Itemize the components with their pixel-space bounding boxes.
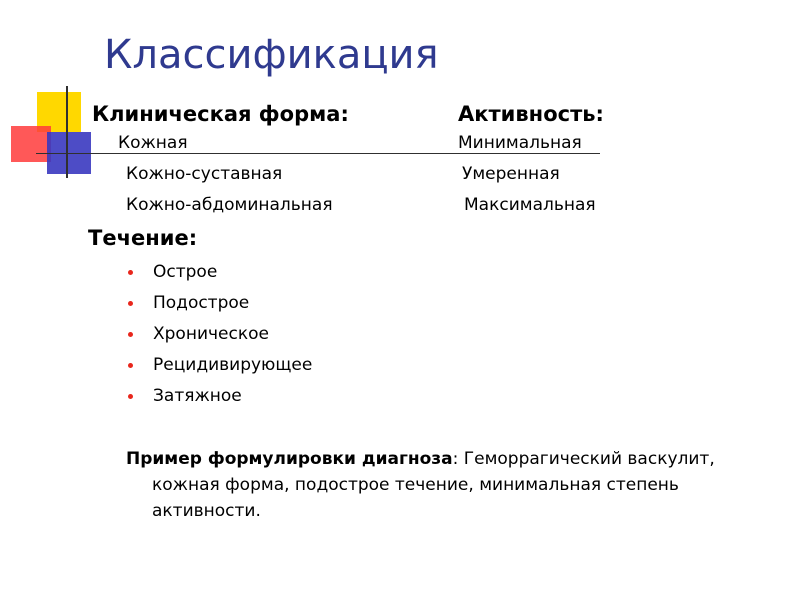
- list-item: [128, 320, 312, 351]
- course-item-label: Острое: [153, 262, 218, 282]
- diagnosis-example-text: : Геморрагический васкулит, кожная форма, подострое течение, минимальная степень активности.: [152, 449, 715, 521]
- course-list: [128, 258, 312, 413]
- bullet-dot-icon: [128, 394, 133, 399]
- bullet-dot-icon: [128, 301, 133, 306]
- course-item-label: Затяжное: [153, 386, 242, 406]
- decor-vertical-line: [66, 86, 68, 178]
- decor-red-square: [11, 126, 51, 162]
- decor-horizontal-line: [36, 153, 600, 154]
- course-item-label: Подострое: [153, 293, 250, 313]
- course-item-label: Хроническое: [153, 324, 269, 344]
- activity-item: Максимальная: [464, 195, 596, 215]
- diagnosis-example: [126, 446, 752, 524]
- clinical-form-item: Кожно-суставная: [126, 164, 283, 184]
- slide-title: Классификация: [104, 32, 439, 78]
- clinical-form-item: Кожно-абдоминальная: [126, 195, 333, 215]
- list-item: [128, 258, 312, 289]
- list-item: [128, 351, 312, 382]
- clinical-form-heading: Клиническая форма:: [92, 102, 349, 126]
- course-item-label: Рецидивирующее: [153, 355, 313, 375]
- activity-item: Умеренная: [462, 164, 560, 184]
- bullet-dot-icon: [128, 332, 133, 337]
- list-item: [128, 289, 312, 320]
- bullet-dot-icon: [128, 270, 133, 275]
- course-heading: Течение:: [88, 226, 198, 250]
- activity-item: Минимальная: [458, 133, 582, 153]
- clinical-form-item: Кожная: [118, 133, 188, 153]
- list-item: [128, 382, 312, 413]
- diagnosis-example-label: Пример формулировки диагноза: [126, 449, 453, 469]
- activity-heading: Активность:: [458, 102, 604, 126]
- bullet-dot-icon: [128, 363, 133, 368]
